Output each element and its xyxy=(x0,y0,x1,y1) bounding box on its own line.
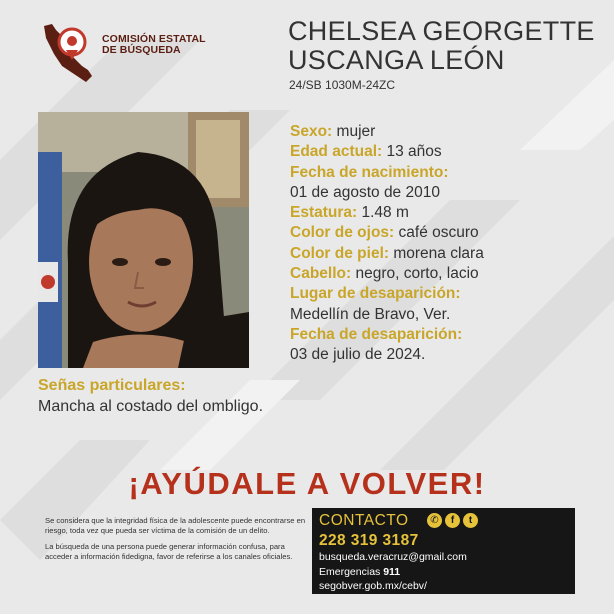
person-photo xyxy=(38,112,249,368)
detail-fecha xyxy=(290,325,610,345)
facebook-icon[interactable]: f xyxy=(445,513,460,528)
person-name xyxy=(288,17,608,75)
contact-phone[interactable]: 228 319 3187 xyxy=(319,532,419,549)
detail-piel xyxy=(290,244,610,264)
detail-ojos-value: café oscuro xyxy=(398,224,479,242)
person-name-line-2: USCANGA LEÓN xyxy=(288,45,505,75)
detail-cabello-label: Cabello: xyxy=(290,265,352,283)
detail-piel-value: morena clara xyxy=(393,244,484,262)
detail-cabello-value: negro, corto, lacio xyxy=(355,265,479,283)
contact-box xyxy=(312,508,575,594)
detail-fecha-row xyxy=(290,345,610,365)
contact-emergency xyxy=(319,566,400,578)
detail-nacimiento-row xyxy=(290,183,610,203)
veracruz-map-pin-icon xyxy=(40,20,98,86)
case-folio: 24/SB 1030M-24ZC xyxy=(289,78,396,92)
contact-website[interactable]: segobver.gob.mx/cebv/ xyxy=(319,580,427,592)
disclaimer-paragraph-1: Se considera que la integridad física de la adolescente puede encontrarse en riesgo, toda vez que pueda ser víctima de la comisión de un delito. xyxy=(45,516,306,535)
logo-line-1: COMISIÓN ESTATAL xyxy=(102,33,206,45)
detail-edad xyxy=(290,142,610,162)
detail-edad-value: 13 años xyxy=(386,143,442,161)
logo-text xyxy=(102,34,206,56)
detail-estatura xyxy=(290,203,610,223)
detail-fecha-value: 03 de julio de 2024. xyxy=(290,346,426,364)
detail-lugar-row xyxy=(290,305,610,325)
emergency-label: Emergencias xyxy=(319,566,381,578)
detail-ojos xyxy=(290,223,610,243)
whatsapp-icon[interactable]: ✆ xyxy=(427,513,442,528)
senas-label: Señas particulares: xyxy=(38,377,186,394)
detail-nacimiento-label: Fecha de nacimiento: xyxy=(290,163,449,181)
contact-icons xyxy=(427,513,478,529)
person-details xyxy=(290,122,610,366)
detail-lugar xyxy=(290,284,610,304)
contact-email[interactable]: busqueda.veracruz@gmail.com xyxy=(319,551,467,563)
disclaimer-paragraph-2: La búsqueda de una persona puede generar información confusa, para acceder a información fidedigna, favor de referirse a los canales oficiales. xyxy=(45,542,293,561)
detail-piel-label: Color de piel: xyxy=(290,244,390,262)
logo xyxy=(40,20,220,88)
detail-nacimiento xyxy=(290,163,610,183)
detail-estatura-value: 1.48 m xyxy=(361,204,409,222)
logo-line-2: DE BÚSQUEDA xyxy=(102,44,181,56)
person-name-line-1: CHELSEA GEORGETTE xyxy=(288,16,595,46)
detail-sexo-value: mujer xyxy=(336,123,376,140)
twitter-icon[interactable]: t xyxy=(463,513,478,528)
detail-nacimiento-value: 01 de agosto de 2010 xyxy=(290,183,440,201)
contact-heading: CONTACTO xyxy=(319,512,409,529)
detail-fecha-label: Fecha de desaparición: xyxy=(290,325,463,343)
slogan: ¡AYÚDALE A VOLVER! xyxy=(128,466,486,501)
emergency-number[interactable]: 911 xyxy=(383,566,401,578)
detail-cabello xyxy=(290,264,610,284)
detail-ojos-label: Color de ojos: xyxy=(290,224,395,242)
detail-lugar-label: Lugar de desaparición: xyxy=(290,285,461,303)
detail-lugar-value: Medellín de Bravo, Ver. xyxy=(290,305,451,323)
detail-sexo-label: Sexo: xyxy=(290,123,333,140)
detail-edad-label: Edad actual: xyxy=(290,143,383,161)
disclaimer xyxy=(45,516,313,561)
detail-estatura-label: Estatura: xyxy=(290,204,358,222)
detail-sexo xyxy=(290,122,610,142)
senas-text: Mancha al costado del ombligo. xyxy=(38,398,264,415)
